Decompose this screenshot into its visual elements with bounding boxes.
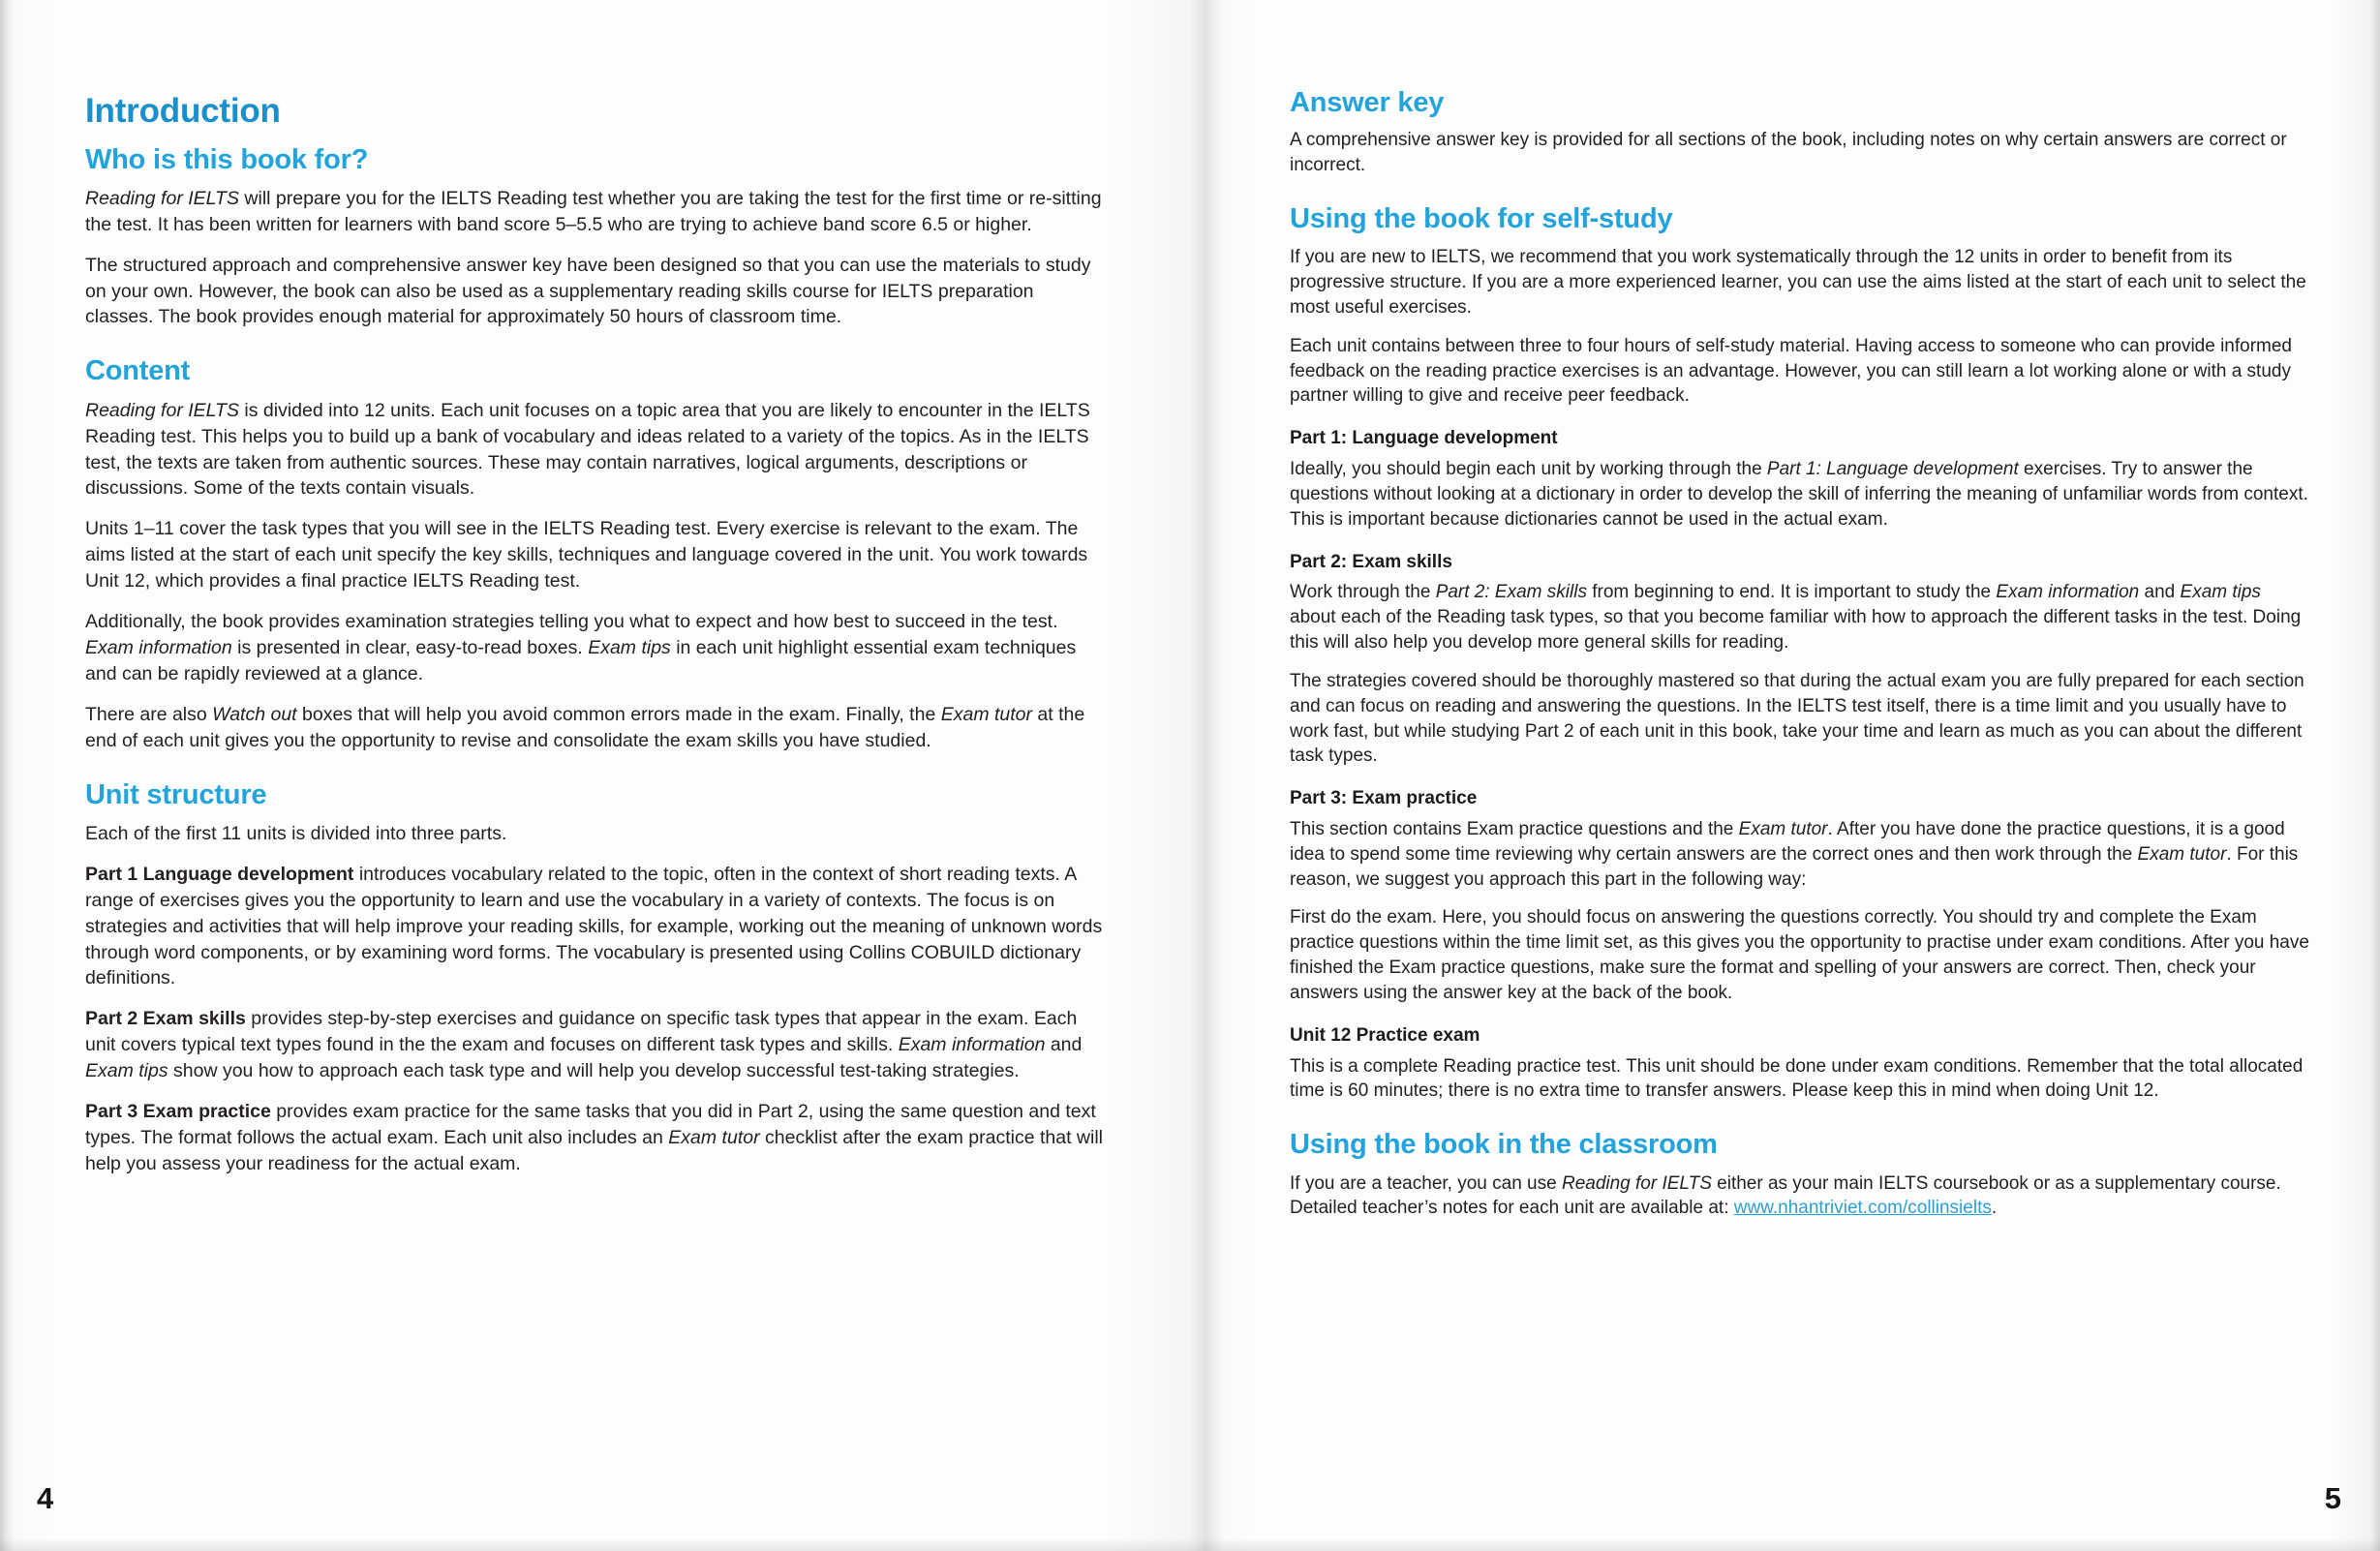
italic-text: Exam tips	[588, 636, 671, 658]
text-run: There are also	[85, 703, 213, 725]
italic-text: Exam tips	[2180, 582, 2261, 603]
paragraph	[1290, 817, 2309, 892]
text-run: is presented in clear, easy-to-read boxes.	[231, 636, 589, 658]
text-run: provides exam practice for the same tasks that you did in Part 2, using the same question and text types. The format follows the actual exam. Each unit also includes an	[85, 1101, 1096, 1148]
bold-text: Part 1 Language development	[85, 863, 354, 885]
paragraph	[1290, 1171, 2309, 1222]
right-page-content	[1290, 87, 2309, 1234]
paragraph	[1290, 457, 2309, 532]
text-run: This section contains Exam practice questions and the	[1290, 818, 1739, 839]
italic-text: Reading for IELTS	[1561, 1172, 1712, 1194]
paragraph	[85, 398, 1107, 502]
section-heading-using-the-book-for-self-study: Using the book for self-study	[1290, 203, 1673, 234]
page-number-right: 5	[2324, 1481, 2341, 1515]
text-run: and	[1045, 1034, 1083, 1056]
text-run: The structured approach and comprehensive answer key have been designed so that you can use the materials to study on your own. However, the book can also be used as a supplementary reading skills course for IELTS preparation classes. The book provides enough material for approximately 50 hours of classroom time.	[85, 254, 1091, 328]
text-run: Ideally, you should begin each unit by working through the	[1290, 459, 1767, 480]
text-run: exercises. Try to answer the questions without looking at a dictionary in order to develop the skill of inferring the meaning of unfamiliar words from context. This is important because dictionaries cannot be used in the actual exam.	[1290, 459, 2308, 530]
paragraph	[85, 609, 1107, 687]
text-run: This is a complete Reading practice test. This unit should be done under exam conditions. Remember that the total allocated time is 60 minutes; there is no extra time to transfer answers. Please keep this in mind when doing Unit 12.	[1290, 1055, 2304, 1102]
paragraph	[85, 862, 1107, 992]
italic-text: Exam information	[85, 636, 232, 658]
text-run: . After you have done the practice questions, it is a good idea to spend some time reviewing why certain answers are the correct ones and then work through the	[1290, 818, 2285, 865]
paragraph	[85, 1006, 1107, 1084]
text-run: First do the exam. Here, you should focus on answering the questions correctly. You should try and complete the Exam practice questions within the time limit set, as this gives you the opportunity to practise under exam conditions. After you have finished the Exam practice questions, make sure the format and spelling of your answers are correct. Then, check your answers using the answer key at the back of the book.	[1290, 907, 2309, 1003]
page-number-left: 4	[37, 1481, 54, 1515]
italic-text: Reading for IELTS	[85, 399, 239, 421]
italic-text: Exam information	[898, 1034, 1046, 1056]
subsection-heading-unit-12-practice-exam: Unit 12 Practice exam	[1290, 1024, 1480, 1046]
subsection-heading-part-1-language-development: Part 1: Language development	[1290, 428, 1558, 449]
paragraph	[1290, 905, 2309, 1005]
text-run: A comprehensive answer key is provided for all sections of the book, including notes on why certain answers are correct or incorrect.	[1290, 130, 2287, 176]
italic-text: Part 1: Language development	[1766, 459, 2019, 480]
paragraph	[1290, 128, 2309, 178]
section-heading-unit-structure: Unit structure	[85, 778, 267, 810]
italic-text: Exam tutor	[940, 703, 1033, 725]
paragraph	[1290, 580, 2309, 654]
subsection-heading-part-2-exam-skills: Part 2: Exam skills	[1290, 551, 1452, 572]
text-run: is divided into 12 units. Each unit focuses on a topic area that you are likely to encounter in the IELTS Reading test. This helps you to build up a bank of vocabulary and ideas related to a variety of the topics. As in the IELTS test, the texts are taken from authentic sources. These may contain narratives, logical arguments, descriptions or discussions. Some of the texts contain visuals.	[85, 399, 1090, 500]
bold-text: Part 2 Exam skills	[85, 1008, 246, 1030]
paragraph	[1290, 334, 2309, 409]
italic-text: Exam tips	[85, 1060, 168, 1082]
text-run: either as your main IELTS coursebook or as a supplementary course. Detailed teacher’s notes for each unit are available at:	[1290, 1172, 2281, 1219]
text-run: about each of the Reading task types, so that you become familiar with how to approach the different tasks in the test. Doing this will also help you develop more general skills for reading.	[1290, 607, 2302, 654]
paragraph	[85, 821, 1107, 847]
text-run: show you how to approach each task type and will help you develop successful test-taking strategies.	[168, 1060, 1020, 1082]
right-page	[1205, 0, 2380, 1551]
text-run: If you are a teacher, you can use	[1290, 1172, 1562, 1194]
italic-text: Reading for IELTS	[85, 187, 239, 209]
left-page-edge-shadow	[0, 0, 14, 1551]
text-run: Units 1–11 cover the task types that you will see in the IELTS Reading test. Every exercise is relevant to the exam. The aims listed at the start of each unit specify the key skills, techniques and language covered in the unit. You work towards Unit 12, which provides a final practice IELTS Reading test.	[85, 518, 1088, 593]
subsection-heading-part-3-exam-practice: Part 3: Exam practice	[1290, 788, 1478, 809]
text-run: at the end of each unit gives you the opportunity to revise and consolidate the exam skills you have studied.	[85, 703, 1085, 751]
teacher-notes-link[interactable]: www.nhantriviet.com/collinsielts	[1733, 1198, 1992, 1219]
text-run: .	[1991, 1198, 1998, 1219]
paragraph	[85, 253, 1107, 331]
text-run: Each unit contains between three to four hours of self-study material. Having access to someone who can provide informed feedback on the reading practice exercises is an advantage. However, you can still learn a lot working alone or with a study partner willing to give and receive peer feedback.	[1290, 335, 2292, 407]
text-run: from beginning to end. It is important to study the	[1586, 582, 1997, 603]
right-page-edge-shadow	[2370, 0, 2380, 1551]
italic-text: Exam tutor	[2137, 843, 2227, 865]
text-run: Additionally, the book provides examination strategies telling you what to expect and how best to succeed in the test.	[85, 611, 1058, 633]
italic-text: Watch out	[212, 703, 297, 725]
paragraph	[85, 516, 1107, 594]
text-run: . For this reason, we suggest you approach this part in the following way:	[1290, 843, 2299, 890]
bold-text: Part 3 Exam practice	[85, 1101, 271, 1123]
italic-text: Exam information	[1996, 582, 2140, 603]
text-run: and	[2139, 582, 2181, 603]
italic-text: Part 2: Exam skills	[1435, 582, 1587, 603]
paragraph	[85, 1099, 1107, 1177]
text-run: If you are new to IELTS, we recommend that you work systematically through the 12 units in order to benefit from its progressive structure. If you are a more experienced learner, you can use the aims listed at the start of each unit to select the most useful exercises.	[1290, 247, 2306, 318]
text-run: will prepare you for the IELTS Reading test whether you are taking the test for the first time or re-sitting the test. It has been written for learners with band score 5–5.5 who are trying to achieve band score 6.5 or higher.	[85, 187, 1102, 235]
section-heading-answer-key: Answer key	[1290, 87, 1445, 118]
section-heading-who-is-this-book-for: Who is this book for?	[85, 143, 369, 175]
text-run: in each unit highlight essential exam techniques and can be rapidly reviewed at a glance.	[85, 636, 1077, 684]
paragraph	[1290, 245, 2309, 319]
paragraph	[85, 702, 1107, 754]
text-run: Each of the first 11 units is divided into three parts.	[85, 822, 507, 844]
paragraph	[85, 186, 1107, 238]
left-page-content	[85, 93, 1107, 1192]
text-run: checklist after the exam practice that will help you assess your readiness for the actual exam.	[85, 1127, 1103, 1174]
section-heading-content: Content	[85, 355, 191, 387]
text-run: The strategies covered should be thoroughly mastered so that during the actual exam you are fully prepared for each section and can focus on reading and answering the questions. In the IELTS test itself, there is a time limit and you usually have to work fast, but while studying Part 2 of each unit in this book, take your time and learn as much as you can about the different task types.	[1290, 670, 2304, 767]
paragraph	[1290, 1054, 2309, 1105]
paragraph	[1290, 669, 2309, 769]
italic-text: Exam tutor	[1738, 818, 1828, 839]
text-run: boxes that will help you avoid common errors made in the exam. Finally, the	[296, 703, 941, 725]
italic-text: Exam tutor	[668, 1127, 760, 1148]
text-run: provides step-by-step exercises and guidance on specific task types that appear in the exam. Each unit covers typical text types found in the the exam and focuses on different task types and skills.	[85, 1008, 1078, 1056]
section-heading-using-the-book-in-the-classroom: Using the book in the classroom	[1290, 1129, 1718, 1161]
page-title: Introduction	[85, 92, 281, 130]
text-run: Work through the	[1290, 582, 1436, 603]
text-run: introduces vocabulary related to the topic, often in the context of short reading texts. A range of exercises gives you the opportunity to learn and use the vocabulary in a variety of contexts. The focus is on strategies and activities that will help improve your reading skills, for example, working out the meaning of unknown words through word components, or by examining word forms. The vocabulary is presented using Collins COBUILD dictionary definitions.	[85, 863, 1103, 989]
